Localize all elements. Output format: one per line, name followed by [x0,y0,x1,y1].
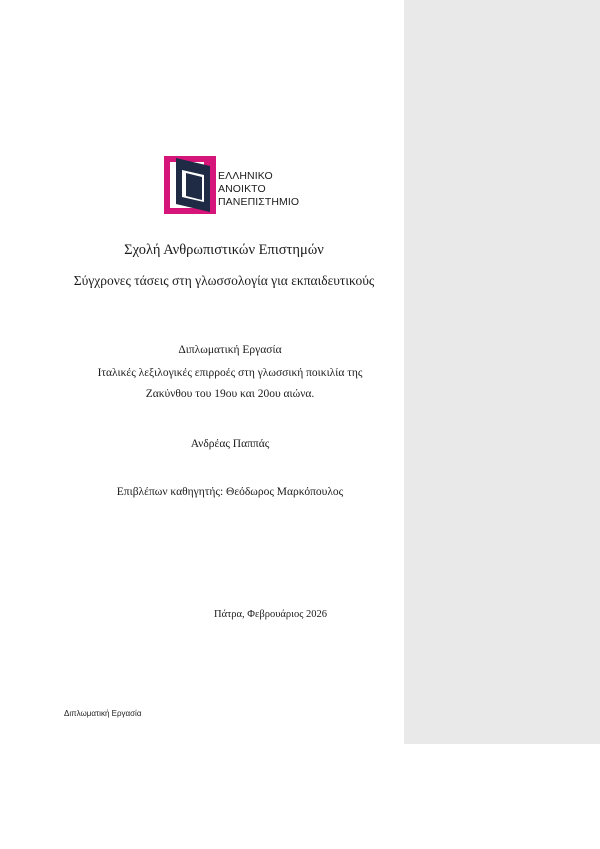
course-name: Σύγχρονες τάσεις στη γλωσσολογία για εκπαιδευτικούς [73,273,375,288]
document-type: Διπλωματική Εργασία [178,344,282,356]
thesis-title-line-1: Ιταλικές λεξιλογικές επιρροές στη γλωσσική ποικιλία της [97,367,363,379]
thesis-title-line-2: Ζακύνθου του 19ου και 20ου αιώνα. [145,388,315,400]
logo-line-3: ΠΑΝΕΠΙΣΤΗΜΙΟ [218,196,300,208]
logo-line-2: ΑΝΟΙΚΤΟ [218,183,266,195]
comment-margin-panel [404,0,600,744]
university-logo-text [218,170,299,209]
logo-line-1: ΕΛΛΗΝΙΚΟ [218,170,273,182]
author-name: Ανδρέας Παππάς [190,438,270,450]
place-and-date: Πάτρα, Φεβρουάριος 2026 [214,609,328,620]
page-footer: Διπλωματική Εργασία [64,709,142,718]
school-name: Σχολή Ανθρωπιστικών Επιστημών [124,242,324,258]
supervisor-name: Επιβλέπων καθηγητής: Θεόδωρος Μαρκόπουλος [116,486,344,498]
